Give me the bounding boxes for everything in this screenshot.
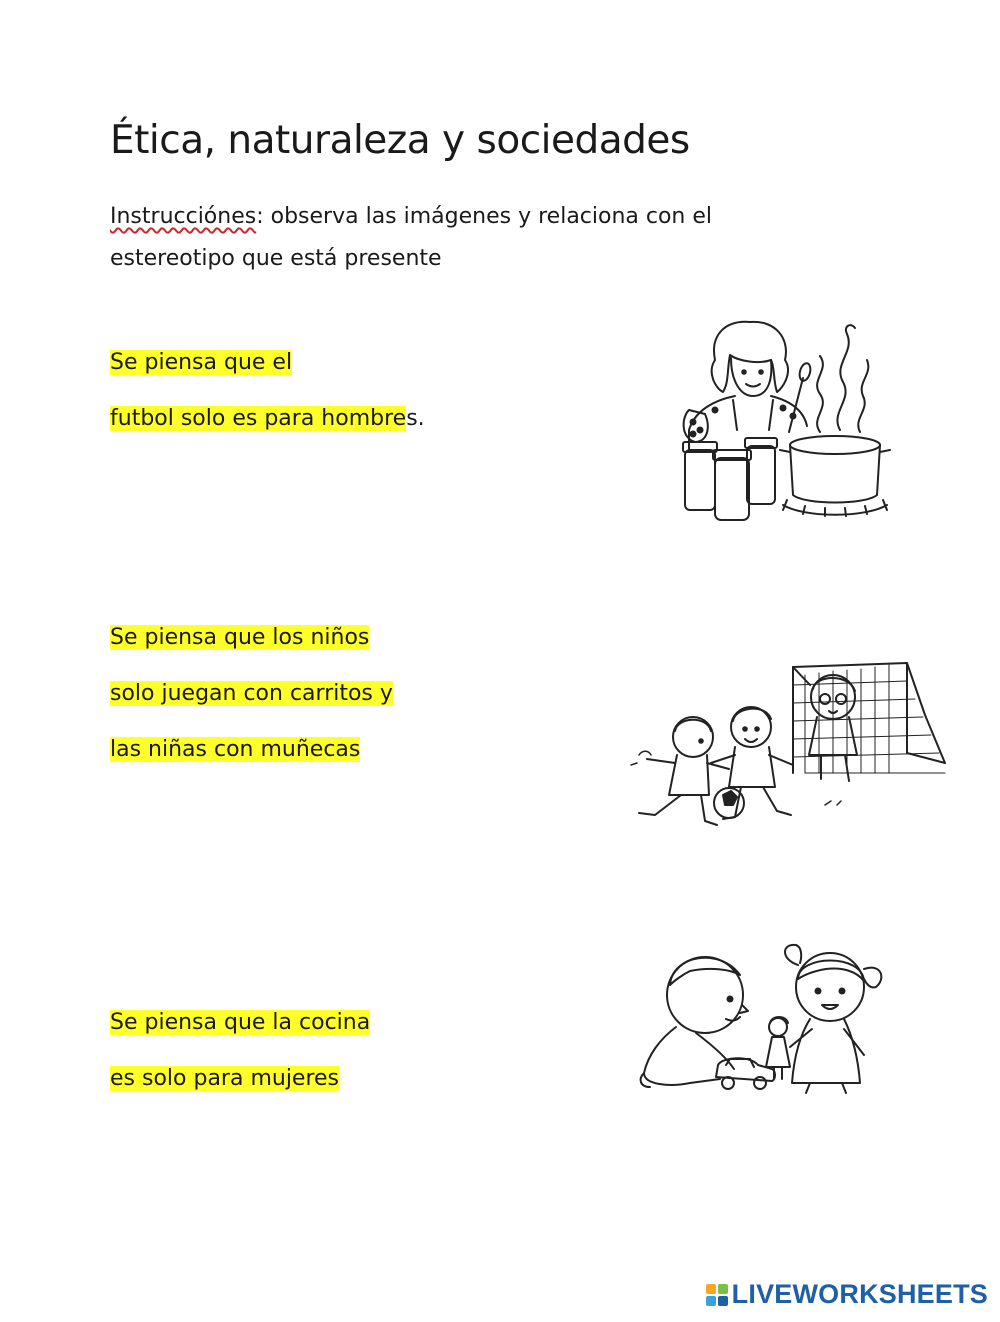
highlighted-text: solo juegan con carritos y [110, 681, 393, 706]
statement-line [110, 677, 393, 711]
statement-line [110, 402, 425, 436]
statement-line [110, 621, 369, 655]
woman-cooking-illustration[interactable] [655, 300, 895, 530]
highlighted-text: Se piensa que la cocina [110, 1010, 371, 1035]
kids-playing-with-toys-illustration[interactable] [630, 935, 895, 1100]
highlighted-text: Se piensa que los niños [110, 625, 370, 650]
instructions [110, 196, 810, 280]
instructions-label: Instrucciónes [110, 204, 257, 229]
instructions-text-1: : observa las imágenes y relaciona con el [256, 204, 713, 229]
kids-playing-soccer-illustration[interactable] [625, 655, 955, 835]
highlighted-text: las niñas con muñecas [110, 737, 361, 762]
statement-line [110, 733, 360, 767]
page-title: Ética, naturaleza y sociedades [110, 118, 690, 163]
liveworksheets-logo-icon [706, 1284, 728, 1306]
plain-text: s. [406, 406, 425, 431]
highlighted-text: Se piensa que el [110, 350, 293, 375]
brand-text: LIVEWORKSHEETS [731, 1279, 988, 1309]
instructions-text-2: estereotipo que está presente [110, 246, 442, 271]
highlighted-text: es solo para mujeres [110, 1066, 340, 1091]
liveworksheets-brand[interactable] [706, 1279, 988, 1310]
statement-line [110, 1062, 339, 1096]
statement-line [110, 1006, 370, 1040]
statement-line [110, 346, 292, 380]
highlighted-text: futbol solo es para hombre [110, 406, 407, 431]
